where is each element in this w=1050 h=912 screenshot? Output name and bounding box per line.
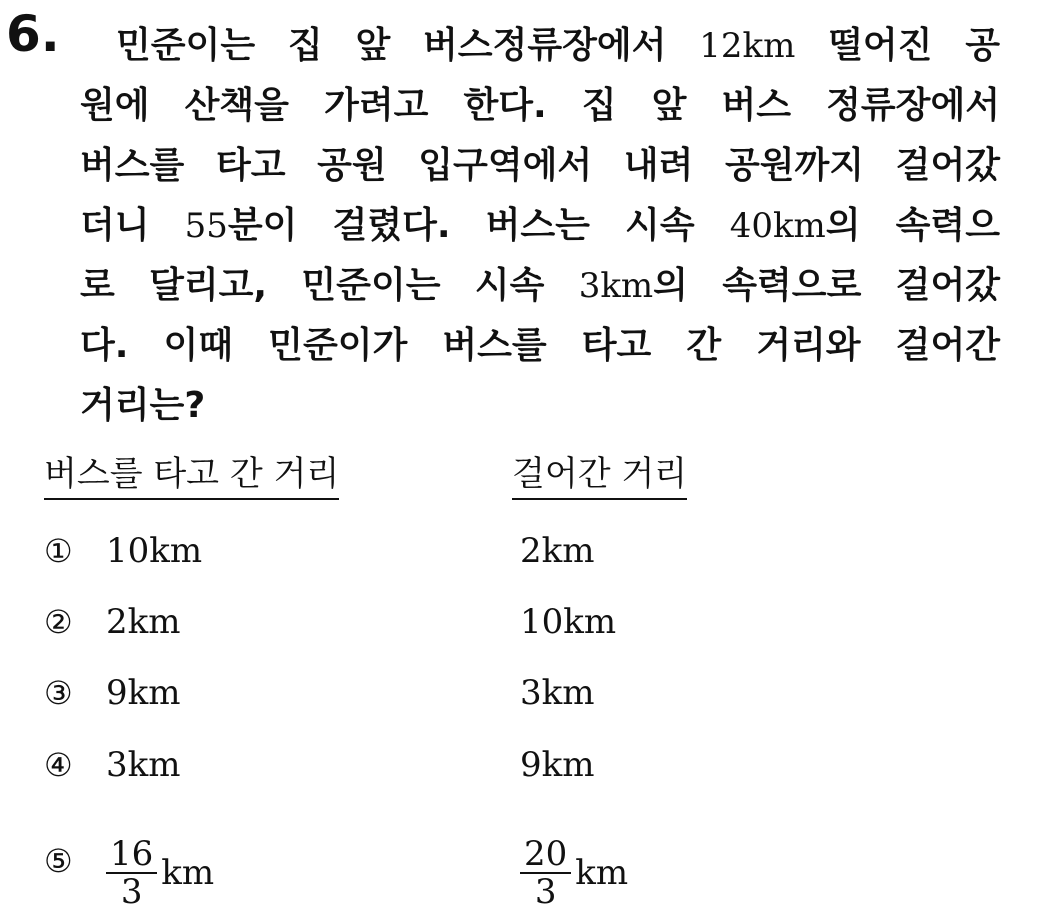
choice-4[interactable] — [44, 740, 944, 790]
time-value: 55 — [184, 206, 228, 246]
question-line-1: 민준이는 집 앞 버스정류장에서 12km 떨어진 공 — [116, 25, 1000, 66]
question-line-7: 거리는? — [80, 385, 206, 426]
bus-distance — [106, 836, 214, 910]
column-header-bus-distance: 버스를 타고 간 거리 — [44, 452, 339, 500]
choice-marker: ③ — [44, 674, 73, 712]
bus-distance: 9km — [106, 673, 181, 713]
bus-fraction — [106, 836, 157, 910]
walk-speed-value: 3km — [578, 266, 654, 306]
choice-2[interactable] — [44, 597, 944, 647]
choice-marker: ⑤ — [44, 842, 73, 880]
choice-marker: ① — [44, 532, 73, 570]
fraction-denominator: 3 — [534, 872, 557, 912]
bus-speed-value: 40km — [729, 206, 826, 246]
problem-number: 6. — [6, 5, 60, 63]
distance-value: 12km — [699, 26, 796, 66]
choice-marker: ④ — [44, 746, 73, 784]
choice-5[interactable] — [44, 834, 944, 912]
bus-distance: 10km — [106, 531, 203, 571]
unit-label: km — [161, 853, 215, 893]
question-line-4: 더니 55분이 걸렸다. 버스는 시속 40km의 속력으 — [80, 205, 1000, 246]
walk-distance — [520, 836, 628, 910]
question-text — [80, 16, 1000, 436]
bus-distance: 3km — [106, 745, 181, 785]
walk-distance: 10km — [520, 602, 617, 642]
question-line-5: 로 달리고, 민준이는 시속 3km의 속력으로 걸어갔 — [80, 265, 1000, 306]
choice-3[interactable] — [44, 668, 944, 718]
walk-distance: 3km — [520, 673, 595, 713]
unit-label: km — [575, 853, 629, 893]
question-line-3: 버스를 타고 공원 입구역에서 내려 공원까지 걸어갔 — [80, 145, 1000, 186]
fraction-denominator: 3 — [120, 872, 143, 912]
choice-marker: ② — [44, 603, 73, 641]
choice-1[interactable] — [44, 526, 944, 576]
fraction-numerator: 20 — [520, 836, 571, 874]
walk-fraction — [520, 836, 571, 910]
fraction-numerator: 16 — [106, 836, 157, 874]
walk-distance: 9km — [520, 745, 595, 785]
bus-distance: 2km — [106, 602, 181, 642]
walk-distance: 2km — [520, 531, 595, 571]
question-line-2: 원에 산책을 가려고 한다. 집 앞 버스 정류장에서 — [80, 85, 1000, 126]
question-line-6: 다. 이때 민준이가 버스를 타고 간 거리와 걸어간 — [80, 325, 1000, 366]
column-header-walk-distance: 걸어간 거리 — [512, 452, 687, 500]
